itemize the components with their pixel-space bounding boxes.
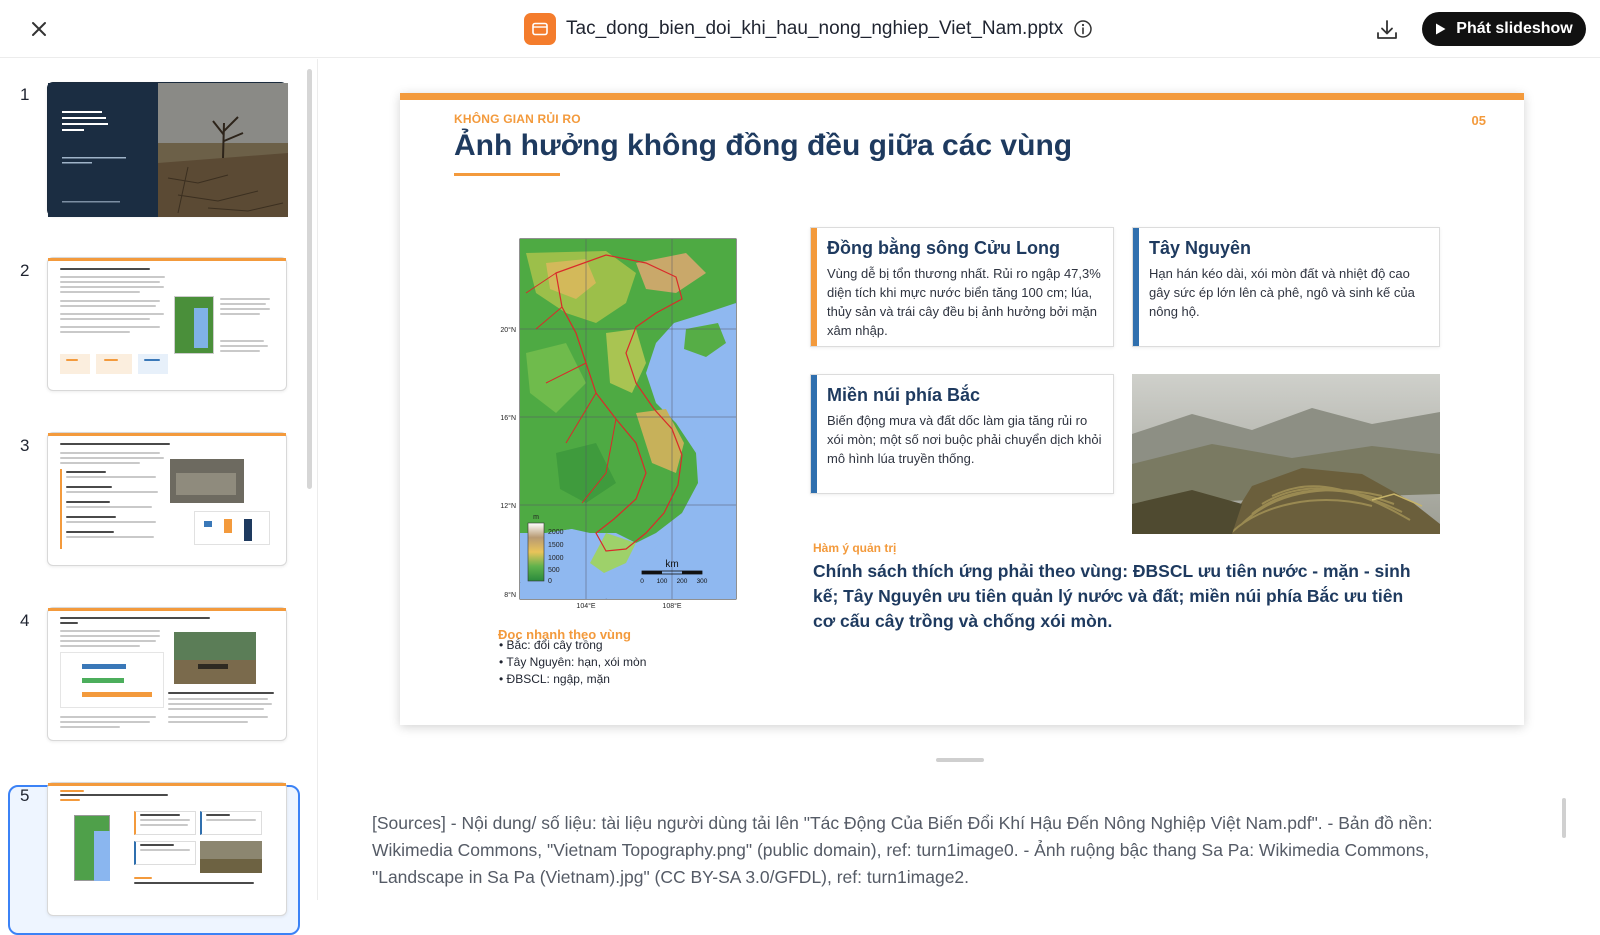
speaker-notes-text: [Sources] - Nội dung/ số liệu: tài liệu người dùng tải lên "Tác Động Của Biến Đổi Khí Hậu Đến Nông Nghiệp Việt Nam.pdf". - Bản đồ nền: Wikimedia Commons, "Vietnam Topography.png" (public domain), ref: turn1image0. - Ảnh ruộng bậc thang Sa Pa: Wikimedia Commons, "Landscape in Sa Pa (Vietnam).jpg" (CC BY-SA 3.0/GFDL), ref: turn1image2. — [372, 813, 1433, 887]
notes-resize-handle[interactable] — [936, 758, 984, 762]
card-body: Biến động mưa và đất dốc làm gia tăng rủi ro xói mòn; một số nơi buộc phải chuyển dịch khỏi mô hình lúa truyền thống. — [827, 413, 1102, 466]
play-icon — [1435, 23, 1446, 35]
map-lon-label: 108°E — [662, 603, 682, 610]
scale-value: 0 — [640, 578, 644, 585]
region-card-mekong-delta — [810, 227, 1114, 347]
legend-value: 1000 — [548, 555, 564, 562]
map-lat-label: 8°N — [504, 592, 516, 599]
card-body: Vùng dễ bị tổn thương nhất. Rủi ro ngập 47,3% diện tích khi mực nước biển tăng 100 cm; lúa, thủy sản và trái cây đều bị ảnh hưởng bởi mặn xâm nhập. — [827, 266, 1101, 338]
card-title: Đồng bằng sông Cửu Long — [827, 238, 1060, 258]
top-bar — [0, 0, 1600, 58]
slide-number: 3 — [20, 436, 30, 455]
info-icon[interactable] — [1073, 19, 1093, 39]
quick-read-item: • Tây Nguyên: hạn, xói mòn — [499, 655, 647, 669]
region-card-northern-mountains — [810, 374, 1114, 494]
notes-scrollbar[interactable] — [1562, 798, 1566, 838]
card-title: Miền núi phía Bắc — [827, 385, 981, 405]
slide-number: 2 — [20, 261, 30, 280]
card-body: Hạn hán kéo dài, xói mòn đất và nhiệt độ cao gây sức ép lớn lên cà phê, ngô và sinh kế của nông hộ. — [1149, 266, 1415, 319]
slide-page-number: 05 — [1471, 113, 1486, 128]
download-button[interactable] — [1373, 16, 1401, 44]
region-card-central-highlands — [1132, 227, 1440, 347]
file-title-group — [524, 12, 1093, 46]
legend-value: 2000 — [548, 529, 564, 536]
file-name: Tac_dong_bien_doi_khi_hau_nong_nghiep_Viet_Nam.pptx — [566, 18, 1064, 39]
sidebar-scrollbar[interactable] — [307, 69, 312, 489]
scale-value: 200 — [676, 578, 688, 585]
governance-kicker: Hàm ý quản trị — [813, 541, 897, 555]
slide-number: 1 — [20, 85, 30, 104]
map-lat-label: 12°N — [500, 503, 516, 510]
close-icon — [22, 15, 56, 45]
close-button[interactable] — [22, 15, 56, 45]
pptx-file-icon — [524, 13, 556, 45]
play-slideshow-label: Phát slideshow — [1456, 20, 1573, 37]
speaker-notes-panel[interactable] — [352, 786, 1570, 887]
title-underline — [454, 173, 560, 176]
legend-value: 1500 — [548, 542, 564, 549]
quick-read-item: • ĐBSCL: ngập, mặn — [499, 672, 610, 686]
governance-body: Chính sách thích ứng phải theo vùng: ĐBSCL ưu tiên nước - mặn - sinh kế; Tây Nguyên ưu tiên quản lý nước và đất; miền núi phía Bắc ưu tiên cơ cấu cây trồng và chống xói mòn. — [813, 561, 1411, 631]
slide-accent-bar — [400, 93, 1524, 100]
legend-value: 500 — [548, 567, 560, 574]
play-slideshow-button[interactable] — [1422, 12, 1586, 46]
slide-thumbnail-3[interactable] — [47, 432, 287, 566]
scale-unit: km — [665, 559, 679, 570]
card-accent — [1133, 228, 1139, 346]
slide-thumbnail-sidebar[interactable] — [0, 59, 318, 900]
quick-read-title: Đọc nhanh theo vùng — [498, 627, 631, 642]
slide-thumbnail-4[interactable] — [47, 607, 287, 741]
vietnam-topography-map — [486, 233, 746, 611]
legend-unit: m — [533, 514, 539, 521]
slide-thumbnail-2[interactable] — [47, 257, 287, 391]
quick-read-list — [499, 637, 646, 688]
legend-value: 0 — [548, 578, 552, 585]
slide-title: Ảnh hưởng không đồng đều giữa các vùng — [454, 129, 1073, 162]
slide-kicker: KHÔNG GIAN RỦI RO — [454, 112, 581, 126]
scale-value: 300 — [696, 578, 708, 585]
slide-canvas[interactable] — [400, 93, 1524, 725]
card-title: Tây Nguyên — [1149, 238, 1252, 258]
slide-number: 5 — [20, 786, 30, 805]
download-icon — [1373, 16, 1401, 44]
card-accent — [811, 375, 817, 493]
rice-terrace-photo — [1132, 374, 1440, 534]
scale-value: 100 — [656, 578, 668, 585]
card-accent — [811, 228, 817, 346]
slide-thumbnail-5[interactable] — [47, 782, 287, 916]
slide-thumbnail-1[interactable] — [47, 82, 287, 216]
map-lon-label: 104°E — [576, 603, 596, 610]
quick-read-item: • Bắc: đổi cây trồng — [499, 638, 603, 652]
map-lat-label: 16°N — [500, 415, 516, 422]
map-lat-label: 20°N — [500, 327, 516, 334]
slide-number: 4 — [20, 611, 30, 630]
